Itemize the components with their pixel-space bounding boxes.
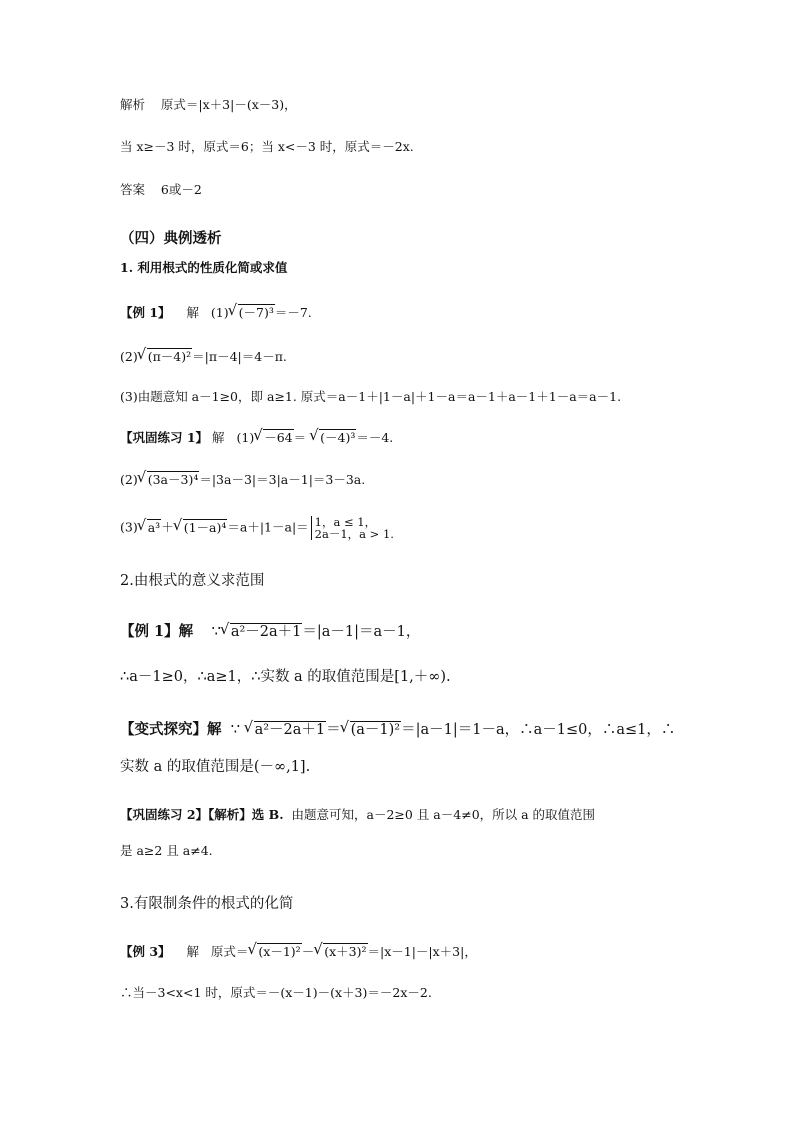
piecewise-brace (311, 516, 394, 540)
radicand: (－7)³ (238, 305, 274, 320)
radical (254, 428, 293, 448)
practice-1-solve: 解 (212, 430, 225, 445)
result: ＝|a－1|＝1－a，∴a－1≤0，∴a≤1，∴ (401, 722, 676, 738)
radical (138, 518, 161, 538)
answer-label: 答案 (120, 182, 146, 197)
analysis-line-1 (120, 95, 297, 115)
radicand: a²－2a＋1 (230, 624, 302, 640)
topic-1-title: 1. 利用根式的性质化简或求值 (120, 260, 288, 275)
radicand: (π－4)² (147, 349, 192, 364)
middle: ＝a＋|1－a|＝ (227, 519, 309, 535)
radical (229, 303, 275, 323)
radical (341, 720, 402, 740)
example-1-label: 【例 1】 (120, 305, 171, 320)
practice-1-line-3 (120, 516, 394, 540)
section-title: （四）典例透析 (120, 230, 222, 247)
radicand: (1－a)⁴ (183, 519, 227, 535)
example-2-line-2: ∴a－1≥0，∴a≥1，∴实数 a 的取值范围是[1,＋∞). (120, 669, 451, 685)
analysis-expression: 原式＝|x＋3|－(x－3)， (160, 97, 297, 112)
practice-2-label: 【巩固练习 2】【解析】选 B. (120, 807, 284, 822)
equals: ＝ (326, 722, 341, 738)
radicand: (a－1)² (350, 722, 401, 738)
radicand: a³ (147, 519, 161, 535)
result: ＝|π－4|＝4－π. (192, 349, 287, 364)
part-number: (3) (120, 519, 138, 535)
case-2: 2a－1，a > 1. (314, 527, 394, 541)
radicand: a²－2a＋1 (254, 722, 326, 738)
part-number: (1) (236, 430, 255, 445)
case-1: 1，a ≤ 1， (314, 515, 377, 529)
example-1-solve: 解 (186, 305, 199, 320)
part-number: (2) (120, 472, 138, 487)
practice-2-line-2: 是 a≥2 且 a≠4. (120, 843, 213, 858)
practice-1-label: 【巩固练习 1】 (120, 430, 209, 445)
result: ＝|3a－3|＝3|a－1|＝3－3a. (199, 472, 366, 487)
practice-1-line-2 (120, 470, 365, 490)
minus: － (301, 944, 315, 959)
example-3-line-2: ∴当－3<x<1 时，原式＝－(x－1)－(x＋3)＝－2x－2. (120, 985, 432, 1000)
part-number: (2) (120, 349, 138, 364)
radical (174, 518, 228, 538)
radical (138, 347, 192, 367)
radical (245, 720, 327, 740)
analysis-label: 解析 (120, 97, 146, 112)
example-3-label: 【例 3】 (120, 944, 171, 959)
radical (314, 942, 367, 962)
because-symbol: ∵ (211, 624, 221, 640)
example-2-label: 【例 1】解 (120, 623, 194, 640)
analysis-line-2: 当 x≥－3 时，原式＝6；当 x<－3 时，原式＝－2x. (120, 139, 414, 154)
radical (248, 942, 301, 962)
variant-line-1 (120, 720, 675, 740)
variant-label: 【变式探究】解 (120, 721, 222, 738)
answer-value: 6或－2 (160, 182, 202, 197)
example-1-line-1 (120, 303, 312, 323)
radicand: (3a－3)⁴ (147, 472, 199, 487)
equals: ＝ (293, 430, 307, 445)
practice-2-text: 由题意可知，a－2≥0 且 a－4≠0，所以 a 的取值范围 (291, 807, 596, 822)
topic-2-title: 2.由根式的意义求范围 (120, 573, 265, 589)
result: ＝|a－1|＝a－1， (302, 624, 421, 640)
example-3-line-1 (120, 942, 477, 962)
radical (221, 622, 303, 642)
example-3-solve: 解 (186, 944, 199, 959)
part-number: (1) (210, 305, 229, 320)
because-symbol: ∵ (230, 722, 240, 738)
radical (138, 470, 200, 490)
radicand: (x－1)² (258, 944, 301, 959)
result: ＝－7. (274, 305, 312, 320)
radicand: (x＋3)² (324, 944, 367, 959)
radicand: (－4)³ (320, 430, 356, 445)
topic-3-title: 3.有限制条件的根式的化简 (120, 896, 294, 912)
example-1-line-3: (3)由题意知 a－1≥0，即 a≥1. 原式＝a－1＋|1－a|＋1－a＝a－1＋a－1＋1－a＝a－1. (120, 389, 622, 404)
result: ＝－4. (356, 430, 394, 445)
result: ＝|x－1|－|x＋3|， (367, 944, 477, 959)
example-2-line-1 (120, 622, 420, 642)
plus: ＋ (161, 519, 174, 535)
practice-1-line-1 (120, 428, 393, 448)
answer-line (120, 180, 202, 200)
prefix: 原式＝ (210, 944, 249, 959)
variant-line-2: 实数 a 的取值范围是(－∞,1]. (120, 759, 311, 775)
practice-2-line-1 (120, 805, 595, 825)
radicand: －64 (264, 430, 293, 445)
radical (310, 428, 356, 448)
example-1-line-2 (120, 347, 287, 367)
